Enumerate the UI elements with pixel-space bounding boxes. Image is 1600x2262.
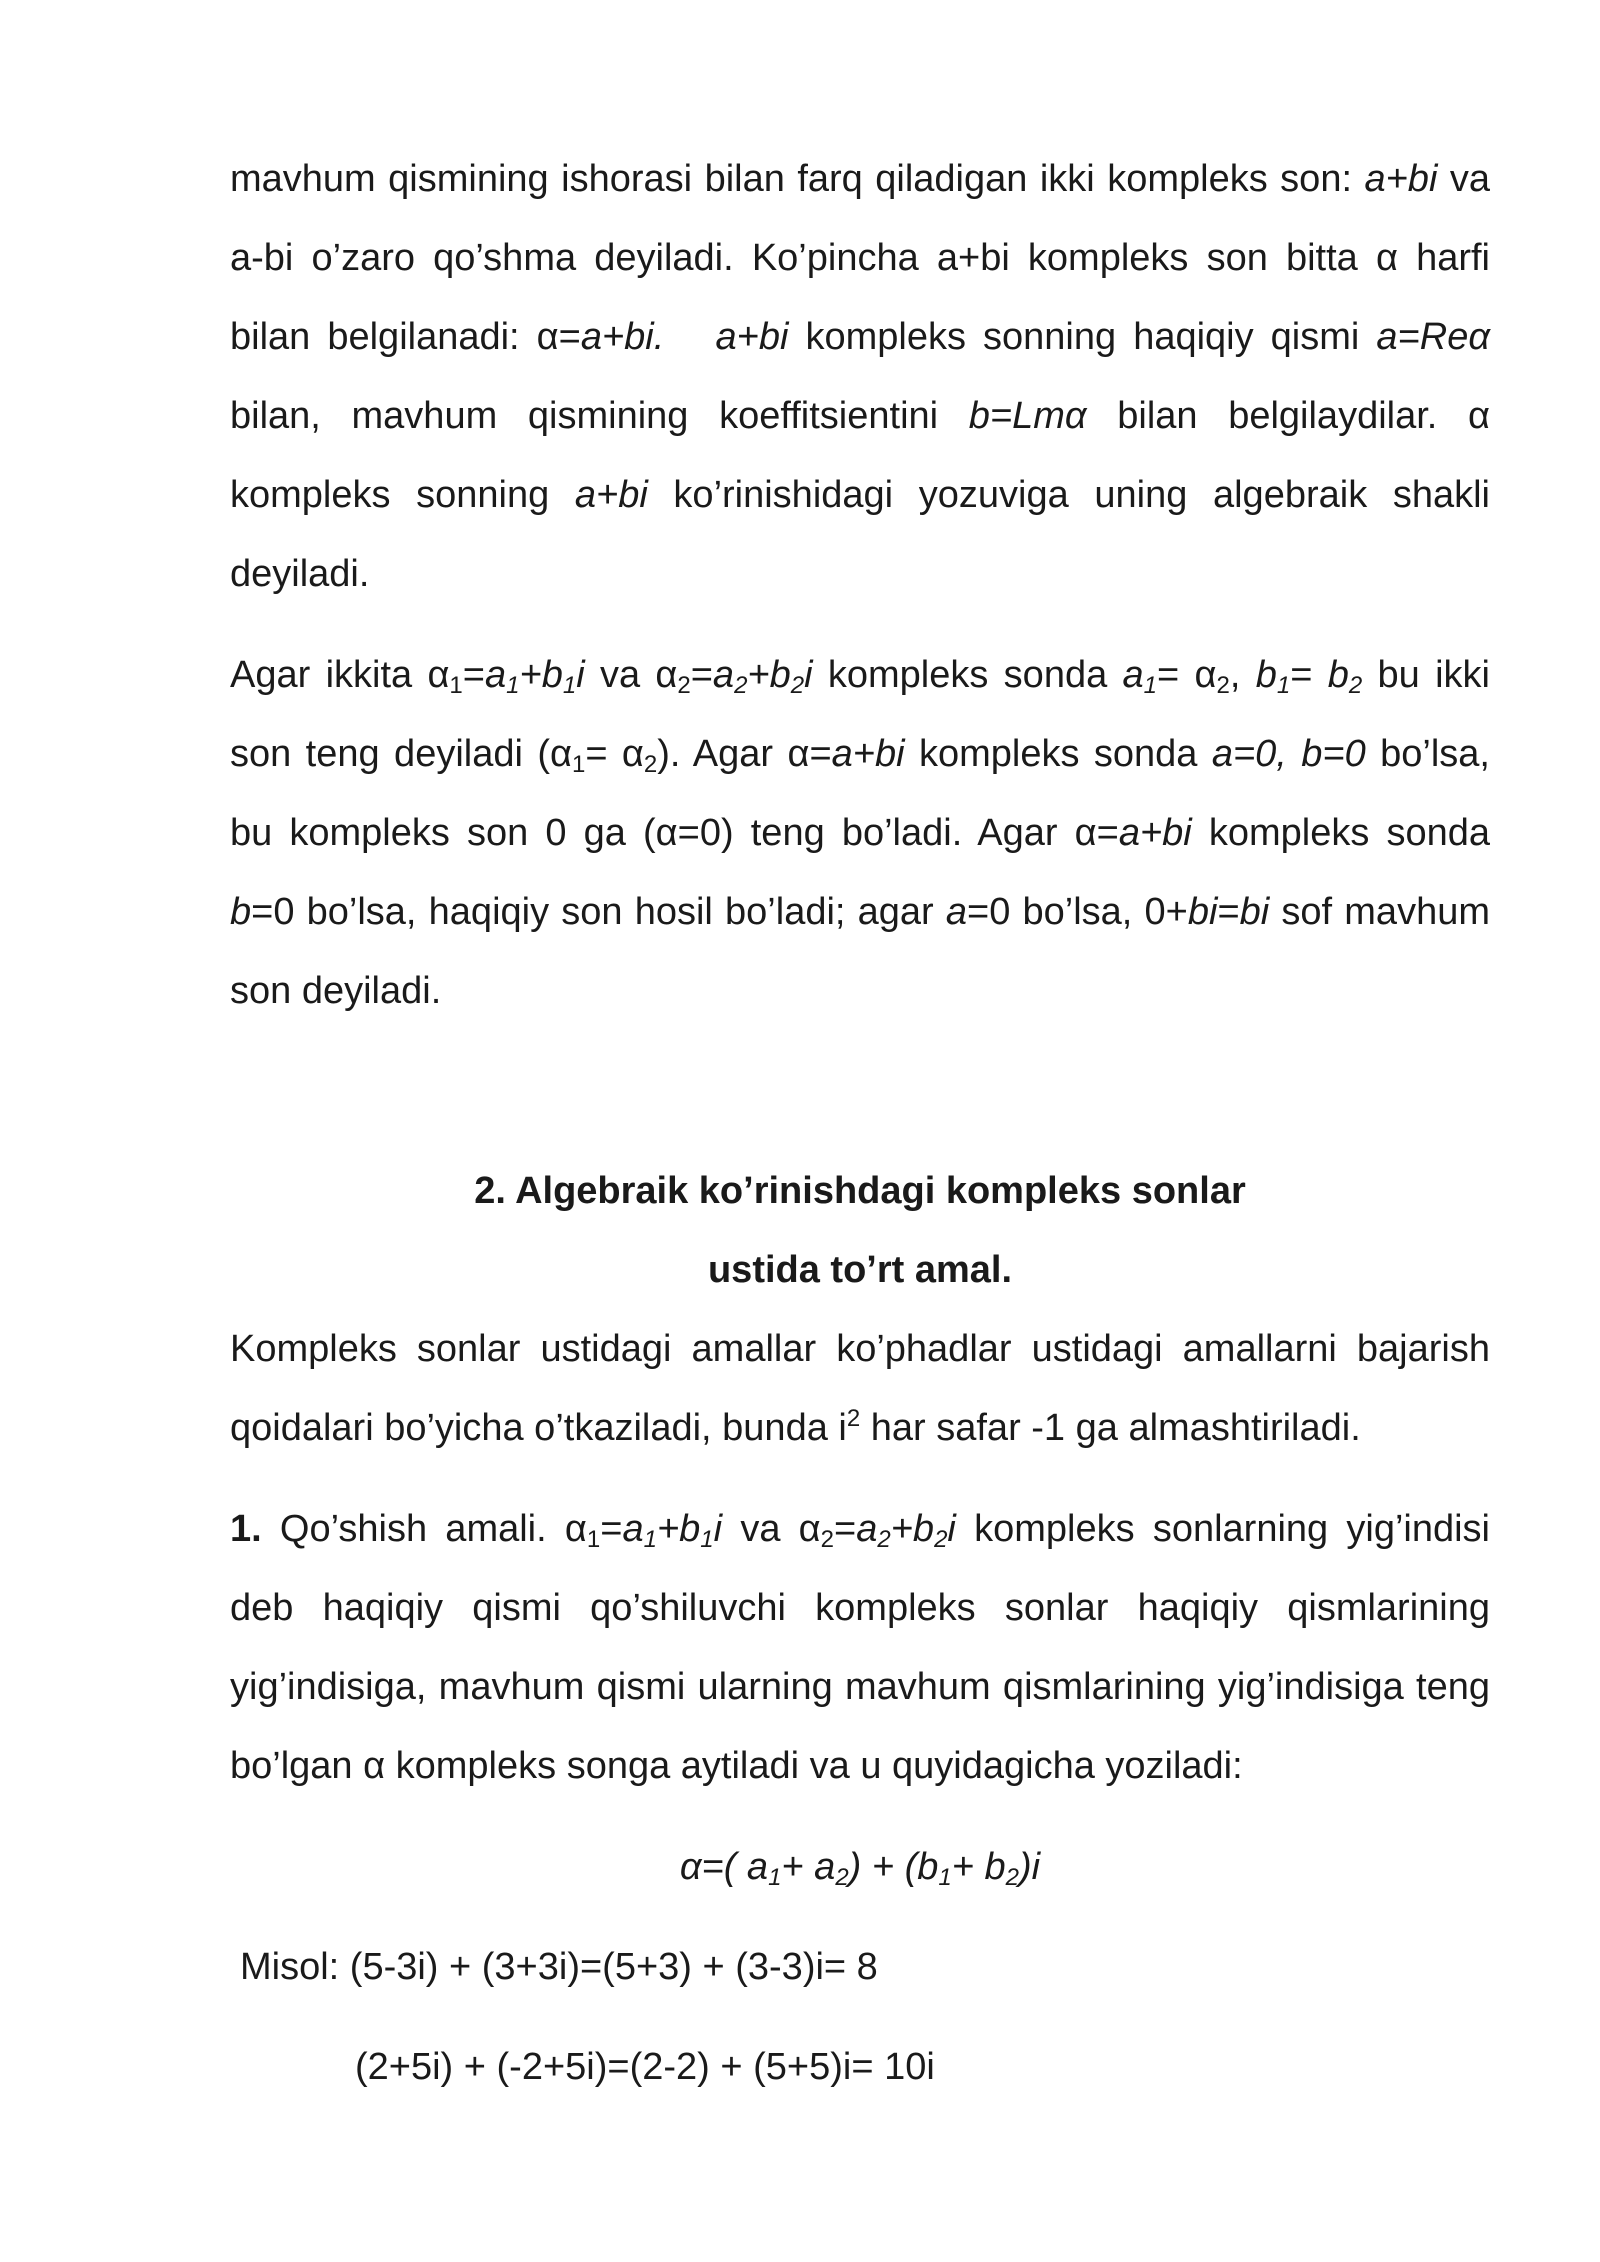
paragraph-addition (230, 1490, 1490, 1806)
text: a (856, 1508, 878, 1550)
section-heading: 2. Algebraik ko’rinishdagi kompleks sonlar (474, 1170, 1246, 1212)
text: a+bi (715, 316, 789, 358)
text: Qo’shish amali. α (261, 1508, 587, 1550)
text: = (462, 654, 485, 696)
subscript: 2 (1005, 1864, 1020, 1891)
text: a+bi (1118, 812, 1192, 854)
text: b=Lmα (968, 395, 1087, 437)
text: = (690, 654, 713, 696)
text: bo’lsa, bu kompleks son 0 ga (α=0) teng bo’ladi. Agar α= (230, 733, 1490, 854)
text: bu ikki son teng deyiladi (α (230, 654, 1490, 775)
text: ko’rinishidagi yozuviga uning algebraik shakli deyiladi. (230, 474, 1490, 595)
text: i (804, 654, 813, 696)
text: ) + (b (848, 1846, 939, 1888)
subscript: 1 (1143, 672, 1158, 699)
subscript: 2 (835, 1864, 849, 1891)
text: mavhum qismining ishorasi bilan farq qiladigan ikki kompleks son: (230, 158, 1365, 200)
paragraph-equality (230, 636, 1490, 1031)
text: b (1255, 654, 1277, 696)
subscript: 2 (677, 672, 691, 699)
subscript: 2 (1216, 672, 1230, 699)
text: i (576, 654, 585, 696)
subscript: 1 (562, 672, 577, 699)
text: har safar -1 ga almashtiriladi. (860, 1407, 1361, 1449)
example-1: Misol: (5-3i) + (3+3i)=(5+3) + (3-3)i= 8 (240, 1946, 878, 1988)
text: va α (584, 654, 678, 696)
text: a+bi (1364, 158, 1438, 200)
subscript: 1 (700, 1526, 714, 1553)
text: + (890, 1508, 913, 1550)
text: b (1327, 654, 1349, 696)
text: va α (722, 1508, 821, 1550)
text: , (1229, 654, 1256, 696)
text: a (484, 654, 507, 696)
text: i (947, 1508, 956, 1550)
text: bi (1187, 891, 1218, 933)
text: kompleks sonda (904, 733, 1212, 775)
subscript: 2 (790, 672, 805, 699)
text: + (519, 654, 542, 696)
text: a=Reα (1376, 316, 1490, 358)
superscript: 2 (846, 1405, 861, 1432)
subscript: 2 (1348, 672, 1363, 699)
addition-formula (0, 1828, 1600, 1907)
text: a+bi (831, 733, 905, 775)
subscript: 1 (1276, 672, 1291, 699)
text: + a (781, 1846, 836, 1888)
text: i (713, 1508, 723, 1550)
item-number: 1. (230, 1508, 262, 1550)
text: = (1290, 654, 1328, 696)
subscript: 2 (734, 672, 748, 699)
text: kompleks sonda (1191, 812, 1491, 854)
section-heading-line2: ustida to’rt amal. (707, 1249, 1013, 1291)
text: + (747, 654, 770, 696)
text: b (541, 654, 563, 696)
subscript: 1 (586, 1526, 601, 1553)
text: + b (951, 1846, 1006, 1888)
text: bilan belgilaydilar. α kompleks sonning (230, 395, 1490, 516)
text: b (912, 1508, 935, 1550)
text: Kompleks sonlar ustidagi amallar ko’phadlar ustidagi amallarni bajarish qoidalari bo’yicha o’tkaziladi, bunda i (230, 1328, 1490, 1449)
text: b (230, 891, 252, 933)
subscript: 1 (571, 751, 586, 778)
text: a=0, b=0 (1211, 733, 1366, 775)
text: a+bi (574, 474, 648, 516)
text: b (679, 1508, 701, 1550)
text: + (656, 1508, 680, 1550)
subscript: 2 (877, 1526, 891, 1553)
subscript: 1 (643, 1526, 657, 1553)
text: a (622, 1508, 644, 1550)
text: bi (1239, 891, 1270, 933)
subscript: 2 (820, 1526, 835, 1553)
text: va a-bi o’zaro qo’shma deyiladi. Ko’pincha a+bi kompleks son bitta α harfi bilan belgilanadi: α= (230, 158, 1490, 358)
subscript: 1 (768, 1864, 782, 1891)
text: =0 bo’lsa, haqiqiy son hosil bo’ladi; agar (251, 891, 946, 933)
text: bilan, mavhum qismining koeffitsientini (230, 395, 969, 437)
text: )i (1019, 1846, 1041, 1888)
text: α=( a (679, 1846, 769, 1888)
text: a (712, 654, 735, 696)
text: ). Agar α= (657, 733, 832, 775)
text: = (600, 1508, 623, 1550)
text: = α (585, 733, 644, 775)
text: =0 bo’lsa, 0+ (967, 891, 1188, 933)
text: a (945, 891, 968, 933)
subscript: 2 (934, 1526, 948, 1553)
example-2: (2+5i) + (-2+5i)=(2-2) + (5+5)i= 10i (355, 2046, 935, 2088)
subscript: 1 (938, 1864, 952, 1891)
subscript: 1 (449, 672, 463, 699)
text: = (834, 1508, 857, 1550)
paragraph-definition-conjugate (230, 140, 1490, 614)
text: kompleks sonlarning yig’indisi deb haqiqiy qismi qo’shiluvchi kompleks sonlar haqiqiy qismlarining yig’indisiga, mavhum qismi ularning mavhum qismlarining yig’indisiga teng bo’lgan α kompleks songa aytiladi va u quyidagicha yoziladi: (230, 1508, 1490, 1787)
subscript: 2 (643, 751, 658, 778)
text: = (1217, 891, 1240, 933)
text: b (769, 654, 791, 696)
text: a (1122, 654, 1144, 696)
paragraph-operations-intro (230, 1310, 1490, 1468)
text: kompleks sonning haqiqiy qismi (788, 316, 1377, 358)
text: a+bi. (580, 316, 665, 358)
text: sof mavhum son deyiladi. (230, 891, 1490, 1012)
text: kompleks sonda (812, 654, 1123, 696)
subscript: 1 (506, 672, 520, 699)
text: = α (1157, 654, 1217, 696)
text: Agar ikkita α (230, 654, 450, 696)
